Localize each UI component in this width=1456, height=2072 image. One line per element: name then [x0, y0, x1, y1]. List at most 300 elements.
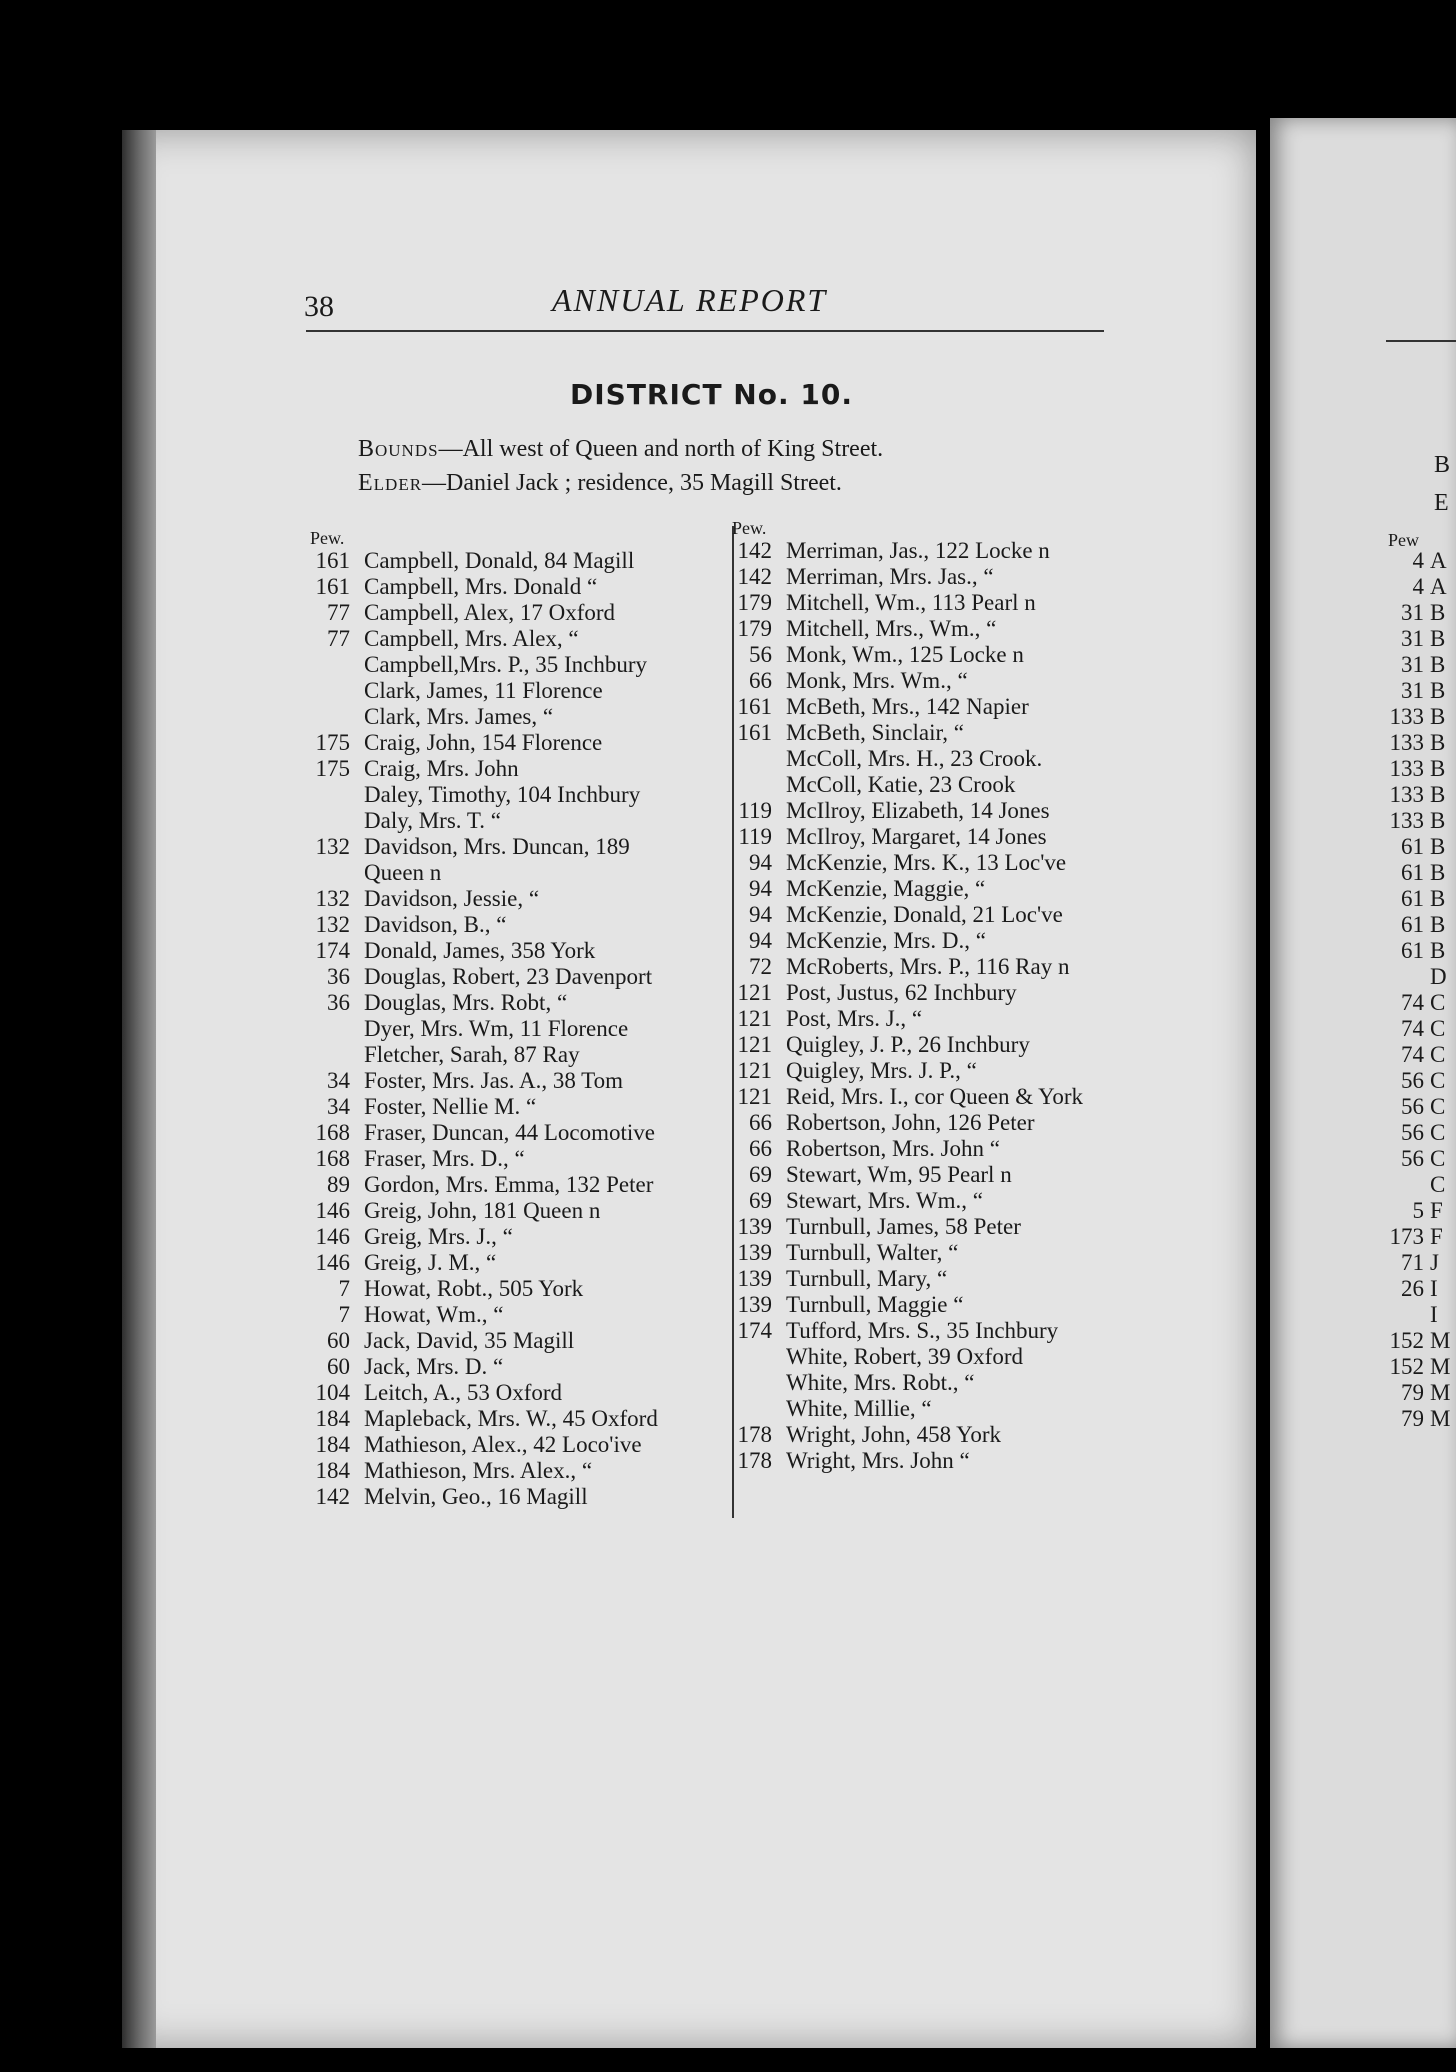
- adjacent-pew-number: 61: [1401, 938, 1424, 963]
- adjacent-entry: [1380, 1276, 1450, 1302]
- member-entry: [728, 1344, 1148, 1370]
- member-name-address: Queen n: [364, 860, 442, 885]
- member-entry: [306, 1380, 726, 1406]
- member-entry: [728, 590, 1148, 616]
- member-name-address: Campbell, Mrs. Donald “: [364, 574, 598, 599]
- member-entry: [728, 668, 1148, 694]
- pew-number: 132: [315, 886, 350, 911]
- adjacent-pew-number: 133: [1389, 756, 1424, 781]
- member-name-address: Greig, J. M., “: [364, 1250, 497, 1275]
- adjacent-entry: [1380, 730, 1450, 756]
- member-name-address: Mathieson, Mrs. Alex., “: [364, 1458, 593, 1483]
- member-entry: [306, 912, 726, 938]
- adjacent-pew-number: 79: [1401, 1380, 1424, 1405]
- member-entry: [306, 1042, 726, 1068]
- adjacent-pew-number: 61: [1401, 912, 1424, 937]
- member-entry: [728, 798, 1148, 824]
- adjacent-name-fragment: B: [1430, 912, 1446, 937]
- adjacent-pew-number: 56: [1401, 1120, 1424, 1145]
- pew-number: 175: [315, 756, 350, 781]
- adjacent-name-fragment: M: [1430, 1328, 1451, 1353]
- adjacent-pew-number: 4: [1412, 574, 1424, 599]
- member-entry: [306, 1458, 726, 1484]
- adjacent-pew-number: 74: [1401, 1016, 1424, 1041]
- pew-number: 146: [315, 1198, 350, 1223]
- member-name-address: Mathieson, Alex., 42 Loco'ive: [364, 1432, 642, 1457]
- adjacent-entry: [1380, 860, 1450, 886]
- member-entry: [306, 1432, 726, 1458]
- bounds-line: [358, 436, 883, 463]
- member-entry: [728, 1084, 1148, 1110]
- adjacent-entry: [1380, 912, 1450, 938]
- adjacent-entry: [1380, 1302, 1450, 1328]
- adjacent-name-fragment: C: [1430, 1068, 1446, 1093]
- pew-number: 184: [315, 1458, 350, 1483]
- member-entry: [728, 1370, 1148, 1396]
- right-member-list: [728, 518, 1148, 1474]
- member-entry: [306, 1302, 726, 1328]
- adjacent-name-fragment: B: [1430, 730, 1446, 755]
- pew-number: 94: [749, 902, 772, 927]
- member-name-address: Dyer, Mrs. Wm, 11 Florence: [364, 1016, 629, 1041]
- adjacent-entry: [1380, 1016, 1450, 1042]
- member-entry: [306, 1250, 726, 1276]
- adjacent-name-fragment: F: [1430, 1224, 1443, 1249]
- pew-number: 34: [327, 1094, 350, 1119]
- pew-number: 69: [749, 1162, 772, 1187]
- adjacent-entry: [1380, 938, 1450, 964]
- member-name-address: McBeth, Sinclair, “: [786, 720, 964, 745]
- member-entry: [728, 1292, 1148, 1318]
- member-name-address: McKenzie, Mrs. K., 13 Loc've: [786, 850, 1067, 875]
- member-name-address: Mapleback, Mrs. W., 45 Oxford: [364, 1406, 658, 1431]
- adjacent-pew-number: 79: [1401, 1406, 1424, 1431]
- member-entry: [728, 1448, 1148, 1474]
- member-name-address: Robertson, John, 126 Peter: [786, 1110, 1035, 1135]
- member-name-address: Wright, John, 458 York: [786, 1422, 1002, 1447]
- member-name-address: Robertson, Mrs. John “: [786, 1136, 1001, 1161]
- adjacent-pew-number: 61: [1401, 860, 1424, 885]
- member-name-address: Greig, Mrs. J., “: [364, 1224, 513, 1249]
- pew-number: 179: [737, 616, 772, 641]
- adjacent-pew-number: 4: [1412, 548, 1424, 573]
- adjacent-name-fragment: B: [1430, 808, 1446, 833]
- member-entry: [306, 1198, 726, 1224]
- adjacent-name-fragment: M: [1430, 1380, 1451, 1405]
- member-name-address: Merriman, Mrs. Jas., “: [786, 564, 994, 589]
- member-name-address: Post, Mrs. J., “: [786, 1006, 923, 1031]
- adjacent-name-fragment: B: [1430, 834, 1446, 859]
- member-entry: [728, 564, 1148, 590]
- pew-number: 94: [749, 928, 772, 953]
- member-entry: [306, 1224, 726, 1250]
- member-entry: [306, 1354, 726, 1380]
- adjacent-pew-number: 56: [1401, 1094, 1424, 1119]
- member-name-address: Post, Justus, 62 Inchbury: [786, 980, 1017, 1005]
- adjacent-name-fragment: B: [1430, 626, 1446, 651]
- member-name-address: Campbell, Donald, 84 Magill: [364, 548, 635, 573]
- adjacent-entry: [1380, 1250, 1450, 1276]
- pew-number: [728, 1370, 786, 1396]
- member-name-address: Foster, Nellie M. “: [364, 1094, 537, 1119]
- pew-number: 36: [327, 964, 350, 989]
- pew-number: 104: [315, 1380, 350, 1405]
- pew-number: 56: [749, 642, 772, 667]
- adjacent-entry: [1380, 1120, 1450, 1146]
- pew-number: 69: [749, 1188, 772, 1213]
- pew-number: 168: [315, 1120, 350, 1145]
- adjacent-name-fragment: A: [1430, 574, 1447, 599]
- adjacent-entry: [1380, 1198, 1450, 1224]
- adjacent-pew-number: 61: [1401, 886, 1424, 911]
- member-name-address: McColl, Mrs. H., 23 Crook.: [786, 746, 1043, 771]
- adjacent-name-fragment: I: [1430, 1302, 1438, 1327]
- adjacent-pew-number: 31: [1401, 652, 1424, 677]
- adjacent-pew-number: 133: [1389, 704, 1424, 729]
- member-name-address: Campbell, Mrs. Alex, “: [364, 626, 579, 651]
- adjacent-pew-number: [1380, 1172, 1430, 1198]
- member-entry: [728, 824, 1148, 850]
- adjacent-pew-number: 152: [1389, 1328, 1424, 1353]
- adjacent-entry: [1380, 704, 1450, 730]
- member-entry: [728, 1318, 1148, 1344]
- adjacent-pew-header: Pew: [1388, 530, 1419, 550]
- pew-number: 146: [315, 1224, 350, 1249]
- member-entry: [306, 1120, 726, 1146]
- member-entry: [306, 678, 726, 704]
- adjacent-name-fragment: B: [1430, 600, 1446, 625]
- adjacent-entry: [1380, 1146, 1450, 1172]
- adjacent-entry: [1380, 652, 1450, 678]
- pew-number: 142: [737, 564, 772, 589]
- pew-number: [728, 772, 786, 798]
- adjacent-pew-number: [1380, 964, 1430, 990]
- member-entry: [306, 756, 726, 782]
- book-binding: [122, 130, 156, 2048]
- adjacent-name-fragment: C: [1430, 1146, 1446, 1171]
- member-name-address: Mitchell, Wm., 113 Pearl n: [786, 590, 1036, 615]
- adjacent-pew-number: 56: [1401, 1146, 1424, 1171]
- adjacent-name-fragment: B: [1430, 704, 1446, 729]
- member-entry: [728, 902, 1148, 928]
- member-entry: [728, 720, 1148, 746]
- member-entry: [728, 1058, 1148, 1084]
- member-entry: [306, 1406, 726, 1432]
- member-entry: [306, 1016, 726, 1042]
- member-name-address: Howat, Wm., “: [364, 1302, 504, 1327]
- pew-number: 66: [749, 1110, 772, 1135]
- district-title: DISTRICT No. 10.: [570, 378, 853, 411]
- pew-number: 121: [737, 1032, 772, 1057]
- member-name-address: Donald, James, 358 York: [364, 938, 596, 963]
- member-entry: [306, 600, 726, 626]
- adjacent-entry: [1380, 886, 1450, 912]
- adjacent-pew-number: 26: [1401, 1276, 1424, 1301]
- adjacent-bounds-fragment: B: [1434, 452, 1451, 478]
- pew-number: 119: [738, 798, 772, 823]
- member-entry: [728, 928, 1148, 954]
- member-entry: [728, 1162, 1148, 1188]
- member-name-address: Quigley, J. P., 26 Inchbury: [786, 1032, 1030, 1057]
- adjacent-member-list: [1380, 548, 1450, 1432]
- adjacent-pew-number: 56: [1401, 1068, 1424, 1093]
- member-name-address: Fletcher, Sarah, 87 Ray: [364, 1042, 580, 1067]
- member-entry: [728, 1006, 1148, 1032]
- adjacent-name-fragment: C: [1430, 990, 1446, 1015]
- member-entry: [306, 574, 726, 600]
- member-entry: [728, 538, 1148, 564]
- member-name-address: Merriman, Jas., 122 Locke n: [786, 538, 1050, 563]
- elder-line: [358, 470, 842, 497]
- member-name-address: Campbell, Alex, 17 Oxford: [364, 600, 616, 625]
- member-name-address: Jack, Mrs. D. “: [364, 1354, 504, 1379]
- member-name-address: Monk, Wm., 125 Locke n: [786, 642, 1024, 667]
- adjacent-entry: [1380, 1380, 1450, 1406]
- pew-number: 36: [327, 990, 350, 1015]
- member-entry: [728, 772, 1148, 798]
- elder-label: Elder: [358, 470, 423, 496]
- pew-number: 132: [315, 912, 350, 937]
- pew-number: 184: [315, 1406, 350, 1431]
- adjacent-entry: [1380, 1328, 1450, 1354]
- member-entry: [728, 1188, 1148, 1214]
- member-entry: [728, 954, 1148, 980]
- member-name-address: Fraser, Mrs. D., “: [364, 1146, 525, 1171]
- member-name-address: Clark, Mrs. James, “: [364, 704, 554, 729]
- member-name-address: Howat, Robt., 505 York: [364, 1276, 584, 1301]
- pew-number: 60: [327, 1354, 350, 1379]
- member-name-address: Greig, John, 181 Queen n: [364, 1198, 601, 1223]
- running-head: ANNUAL REPORT: [552, 282, 828, 318]
- page-number: 38: [304, 290, 334, 323]
- member-entry: [728, 1136, 1148, 1162]
- adjacent-name-fragment: D: [1430, 964, 1447, 989]
- member-entry: [728, 1214, 1148, 1240]
- member-entry: [728, 850, 1148, 876]
- member-name-address: McBeth, Mrs., 142 Napier: [786, 694, 1029, 719]
- member-entry: [728, 616, 1148, 642]
- bounds-label: Bounds: [358, 436, 439, 462]
- pew-number: 7: [338, 1302, 350, 1327]
- adjacent-name-fragment: A: [1430, 548, 1447, 573]
- member-name-address: Turnbull, Mary, “: [786, 1266, 948, 1291]
- member-entry: [306, 808, 726, 834]
- pew-number: 161: [737, 720, 772, 745]
- member-name-address: McIlroy, Margaret, 14 Jones: [786, 824, 1047, 849]
- member-entry: [306, 1484, 726, 1510]
- adjacent-entry: [1380, 626, 1450, 652]
- member-entry: [306, 704, 726, 730]
- pew-number: [306, 808, 364, 834]
- adjacent-entry: [1380, 834, 1450, 860]
- member-name-address: Douglas, Mrs. Robt, “: [364, 990, 568, 1015]
- adjacent-entry: [1380, 574, 1450, 600]
- member-name-address: Davidson, B., “: [364, 912, 507, 937]
- pew-number: 94: [749, 876, 772, 901]
- adjacent-pew-number: 133: [1389, 730, 1424, 755]
- member-entry: [306, 938, 726, 964]
- member-name-address: Daly, Mrs. T. “: [364, 808, 501, 833]
- pew-number: 121: [737, 980, 772, 1005]
- bounds-text: —All west of Queen and north of King Street.: [438, 436, 884, 462]
- adjacent-header-rule: [1386, 340, 1456, 342]
- pew-number: 94: [749, 850, 772, 875]
- member-name-address: Wright, Mrs. John “: [786, 1448, 970, 1473]
- pew-number: 161: [315, 574, 350, 599]
- member-entry: [306, 626, 726, 652]
- member-entry: [306, 1094, 726, 1120]
- member-name-address: McIlroy, Elizabeth, 14 Jones: [786, 798, 1050, 823]
- pew-column-header: Pew.: [310, 528, 345, 548]
- adjacent-pew-number: 5: [1412, 1198, 1424, 1223]
- pew-number: 139: [737, 1266, 772, 1291]
- member-entry: [306, 730, 726, 756]
- member-name-address: Quigley, Mrs. J. P., “: [786, 1058, 977, 1083]
- member-name-address: Davidson, Jessie, “: [364, 886, 540, 911]
- member-entry: [306, 1068, 726, 1094]
- pew-number: 89: [327, 1172, 350, 1197]
- adjacent-name-fragment: C: [1430, 1042, 1446, 1067]
- member-entry: [306, 548, 726, 574]
- pew-number: 174: [737, 1318, 772, 1343]
- adjacent-name-fragment: B: [1430, 860, 1446, 885]
- pew-number: 161: [315, 548, 350, 573]
- pew-number: 139: [737, 1214, 772, 1239]
- adjacent-name-fragment: F: [1430, 1198, 1443, 1223]
- adjacent-entry: [1380, 964, 1450, 990]
- adjacent-name-fragment: M: [1430, 1406, 1451, 1431]
- member-name-address: Stewart, Mrs. Wm., “: [786, 1188, 983, 1213]
- adjacent-pew-number: 61: [1401, 834, 1424, 859]
- member-name-address: McRoberts, Mrs. P., 116 Ray n: [786, 954, 1070, 979]
- adjacent-entry: [1380, 1354, 1450, 1380]
- adjacent-name-fragment: I: [1430, 1276, 1438, 1301]
- member-entry: [728, 1266, 1148, 1292]
- adjacent-name-fragment: C: [1430, 1016, 1446, 1041]
- member-name-address: White, Mrs. Robt., “: [786, 1370, 975, 1395]
- pew-number: [306, 782, 364, 808]
- member-name-address: Douglas, Robert, 23 Davenport: [364, 964, 653, 989]
- pew-number: 168: [315, 1146, 350, 1171]
- pew-number: [728, 1396, 786, 1422]
- pew-number: 178: [737, 1422, 772, 1447]
- member-entry: [728, 1396, 1148, 1422]
- adjacent-entry: [1380, 782, 1450, 808]
- adjacent-entry: [1380, 756, 1450, 782]
- member-name-address: Leitch, A., 53 Oxford: [364, 1380, 563, 1405]
- adjacent-name-fragment: B: [1430, 652, 1446, 677]
- adjacent-name-fragment: C: [1430, 1172, 1446, 1197]
- member-name-address: Davidson, Mrs. Duncan, 189: [364, 834, 630, 859]
- member-name-address: Stewart, Wm, 95 Pearl n: [786, 1162, 1012, 1187]
- adjacent-entry: [1380, 1068, 1450, 1094]
- member-name-address: Gordon, Mrs. Emma, 132 Peter: [364, 1172, 654, 1197]
- pew-number: 139: [737, 1292, 772, 1317]
- adjacent-pew-number: 71: [1401, 1250, 1424, 1275]
- member-entry: [306, 964, 726, 990]
- member-entry: [728, 876, 1148, 902]
- adjacent-name-fragment: M: [1430, 1354, 1451, 1379]
- member-name-address: Fraser, Duncan, 44 Locomotive: [364, 1120, 655, 1145]
- adjacent-entry: [1380, 678, 1450, 704]
- member-name-address: Craig, John, 154 Florence: [364, 730, 603, 755]
- pew-number: 142: [315, 1484, 350, 1509]
- member-name-address: McKenzie, Donald, 21 Loc've: [786, 902, 1063, 927]
- member-name-address: Campbell,Mrs. P., 35 Inchbury: [364, 652, 648, 677]
- member-entry: [728, 642, 1148, 668]
- pew-number: 77: [327, 626, 350, 651]
- adjacent-pew-number: 74: [1401, 1042, 1424, 1067]
- adjacent-pew-number: 133: [1389, 808, 1424, 833]
- adjacent-entry: [1380, 1094, 1450, 1120]
- member-entry: [728, 980, 1148, 1006]
- member-entry: [728, 1240, 1148, 1266]
- pew-number: 121: [737, 1006, 772, 1031]
- adjacent-name-fragment: B: [1430, 782, 1446, 807]
- pew-number: [306, 1016, 364, 1042]
- member-name-address: Melvin, Geo., 16 Magill: [364, 1484, 588, 1509]
- adjacent-entry: [1380, 1406, 1450, 1432]
- member-entry: [306, 1328, 726, 1354]
- pew-number: 142: [737, 538, 772, 563]
- elder-text: —Daniel Jack ; residence, 35 Magill Street.: [422, 470, 842, 496]
- pew-number: [306, 860, 364, 886]
- header-rule: [306, 330, 1104, 332]
- adjacent-entry: [1380, 990, 1450, 1016]
- member-name-address: Foster, Mrs. Jas. A., 38 Tom: [364, 1068, 624, 1093]
- member-name-address: Mitchell, Mrs., Wm., “: [786, 616, 997, 641]
- member-entry: [728, 1032, 1148, 1058]
- pew-number: 184: [315, 1432, 350, 1457]
- member-entry: [306, 1276, 726, 1302]
- pew-number: 175: [315, 730, 350, 755]
- adjacent-entry: [1380, 808, 1450, 834]
- adjacent-name-fragment: B: [1430, 886, 1446, 911]
- member-name-address: McKenzie, Maggie, “: [786, 876, 986, 901]
- member-name-address: McKenzie, Mrs. D., “: [786, 928, 986, 953]
- pew-number: 132: [315, 834, 350, 859]
- adjacent-pew-number: 31: [1401, 600, 1424, 625]
- adjacent-pew-number: 74: [1401, 990, 1424, 1015]
- pew-number: 66: [749, 1136, 772, 1161]
- member-name-address: Turnbull, Maggie “: [786, 1292, 964, 1317]
- pew-number: [728, 1344, 786, 1370]
- member-entry: [306, 1146, 726, 1172]
- member-name-address: Jack, David, 35 Magill: [364, 1328, 575, 1353]
- member-entry: [306, 782, 726, 808]
- member-name-address: Turnbull, Walter, “: [786, 1240, 959, 1265]
- adjacent-pew-number: 152: [1389, 1354, 1424, 1379]
- member-entry: [306, 834, 726, 860]
- pew-column-header: Pew.: [732, 518, 767, 538]
- pew-number: 179: [737, 590, 772, 615]
- member-entry: [306, 886, 726, 912]
- pew-number: 60: [327, 1328, 350, 1353]
- member-name-address: White, Millie, “: [786, 1396, 932, 1421]
- adjacent-name-fragment: B: [1430, 678, 1446, 703]
- member-entry: [728, 1422, 1148, 1448]
- pew-number: 72: [749, 954, 772, 979]
- member-entry: [306, 990, 726, 1016]
- member-name-address: Clark, James, 11 Florence: [364, 678, 603, 703]
- adjacent-name-fragment: B: [1430, 938, 1446, 963]
- adjacent-pew-number: 173: [1389, 1224, 1424, 1249]
- adjacent-pew-number: 31: [1401, 626, 1424, 651]
- member-entry: [728, 746, 1148, 772]
- adjacent-name-fragment: J: [1430, 1250, 1439, 1275]
- member-name-address: Reid, Mrs. I., cor Queen & York: [786, 1084, 1084, 1109]
- pew-number: 121: [737, 1084, 772, 1109]
